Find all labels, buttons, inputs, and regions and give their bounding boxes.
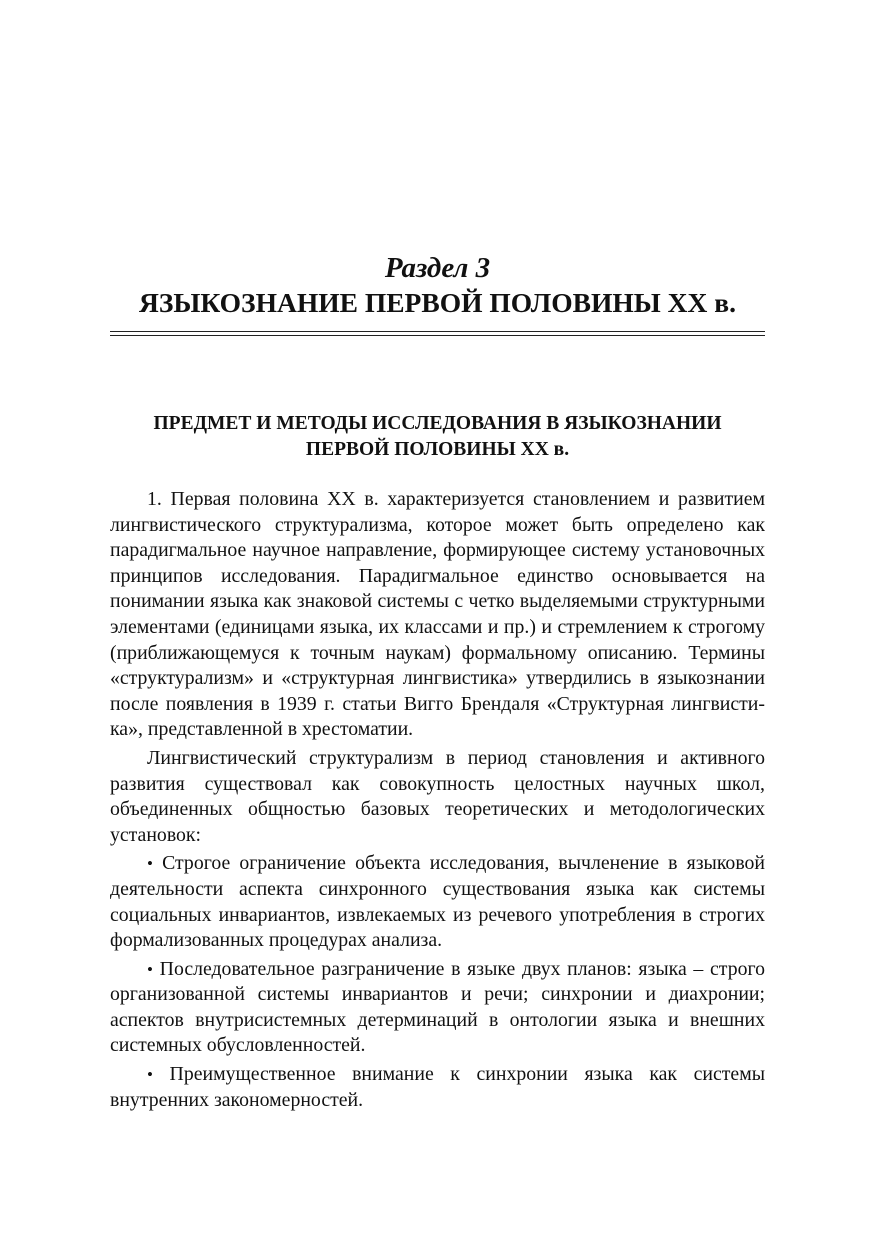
body-text: [110, 487, 765, 1116]
bullet-icon: •: [147, 854, 153, 874]
chapter-heading-line-1: ПРЕДМЕТ И МЕТОДЫ ИССЛЕДОВАНИЯ В ЯЗЫКОЗНАНИИ: [153, 413, 722, 434]
bullet-text: Преимущественное внимание к синхронии языка как системы внутренних закономерностей.: [110, 1063, 765, 1111]
bullet-text: Строгое ограничение объекта исследования, вычленение в языковой деятельности аспекта синхронного существования языка как системы социальных инвариантов, извлекаемых из речевого употребления в строгих формализованных процедурах анализа.: [110, 852, 765, 952]
bullet-item-2: [110, 957, 765, 1059]
paragraph-1: 1. Первая половина XX в. характеризуется становлением и развитием лингвистического структурализма, которое может быть определено как парадигмальное научное направление, формирующее систему установочных принципов исследования. Парадигмальное единство основывается на понимании языка как знаковой системы с четко выделяемыми структурными элементами (единицами языка, их классами и пр.) и стремлением к строгому (приближающемуся к точным наукам) формальному описанию. Термины «структурализм» и «структурная лингвистика» утвердились в языкознании после появления в 1939 г. статьи Вигго Брендаля «Структурная лингвистика», представленной в хрестоматии.: [110, 488, 765, 741]
paragraph-2: Лингвистический структурализм в период становления и активного развития существовал как совокупность целостных научных школ, объединенных общностью базовых теоретических и методологических установок:: [110, 746, 765, 846]
bullet-item-3: [110, 1062, 765, 1113]
bullet-text: Последовательное разграничение в языке двух планов: языка – строго организованной системы инвариантов и речи; синхронии и диахронии; аспектов внутрисистемных детерминаций в онтологии языка и внешних системных обусловленностей.: [110, 957, 765, 1057]
double-rule-divider: [110, 331, 765, 336]
section-label: Раздел 3: [384, 252, 491, 284]
section-title: ЯЗЫКОЗНАНИЕ ПЕРВОЙ ПОЛОВИНЫ XX в.: [139, 287, 736, 318]
chapter-heading-line-2: ПЕРВОЙ ПОЛОВИНЫ XX в.: [305, 439, 570, 460]
chapter-heading: [110, 411, 765, 463]
bullet-icon: •: [147, 959, 153, 979]
bullet-icon: •: [147, 1065, 153, 1085]
bullet-item-1: [110, 851, 765, 953]
